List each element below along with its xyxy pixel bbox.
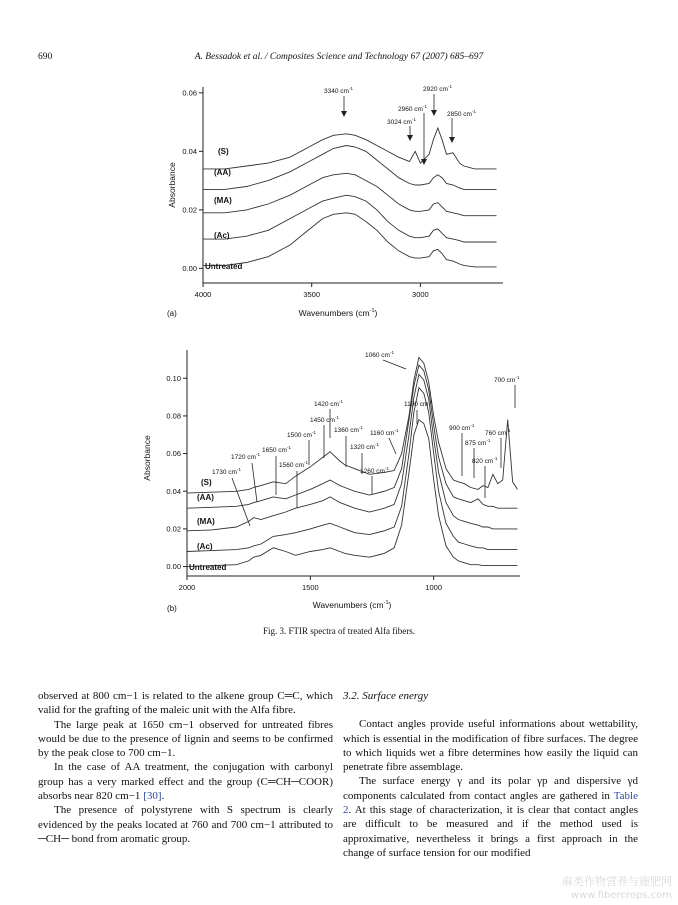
peak-arrow-1160 [389,438,396,454]
x-tick-label: 2000 [178,583,196,592]
x-tick-label: 1000 [425,583,443,592]
sample-label-untreated: Untreated [189,563,227,572]
y-axis-label: Absorbance [142,435,152,481]
peak-arrow-1730 [232,478,250,526]
y-tick-label: 0.06 [166,449,181,459]
figure-3b-traces [187,358,518,567]
sample-label-ma: (MA) [214,196,232,205]
page-number: 690 [38,52,53,62]
series-line-ac [203,195,497,242]
left-text-column [38,689,333,846]
y-tick-label: 0.02 [166,524,181,534]
x-tick-label: 4000 [194,290,212,299]
peak-label-875: 875 $cm^{-1}$ [465,438,491,447]
peak-label-820: 820 $cm^{-1}$ [472,456,498,465]
reference-link-30[interactable]: [30] [143,790,162,803]
x-axis-label-superscript: -1 [369,308,375,314]
peak-arrow-1720 [252,463,257,502]
peak-label-1730: 1730 $cm^{-1}$ [212,467,241,476]
sample-label-s: (S) [201,478,212,487]
paragraph: The large peak at 1650 cm−1 observed for untreated fibres would be due to the presence of lignin and seems to be confirmed by the peak close to 700 cm−1. [38,718,333,760]
y-tick-label: 0.08 [166,411,181,421]
peak-label-760: 760 $cm^{-1}$ [485,428,511,437]
figure-3b-ftir-chart [0,340,678,622]
y-tick-label: 0.02 [182,205,197,215]
series-line-untreated [203,213,497,267]
peak-label-1500: 1500 $cm^{-1}$ [287,430,316,439]
peak-label-1260: 1260 $cm^{-1}$ [360,466,389,475]
series-line-ma [203,173,497,215]
x-tick-label: 1500 [301,583,319,592]
running-header-citation: A. Bessadok et al. / Composites Science and Technology 67 (2007) 685–697 [194,52,484,62]
peak-label-1420: 1420 $cm^{-1}$ [314,399,343,408]
y-axis-label: Absorbance [167,162,177,208]
peak-label-1100: 1100 $cm^{-1}$ [404,399,433,408]
figure-caption: Fig. 3. FTIR spectra of treated Alfa fibers. [263,626,415,636]
peak-label-1560: 1560 $cm^{-1}$ [279,460,308,469]
sample-label-aa: (AA) [197,493,214,502]
peak-label-1060: 1060 $cm^{-1}$ [365,350,394,359]
series-line-aa [203,146,497,190]
peak-label-1160: 1160 $cm^{-1}$ [370,428,399,437]
arrowhead-icon [431,110,437,116]
x-axis-label [299,308,378,318]
sample-label-ac: (Ac) [214,231,230,240]
arrowhead-icon [407,135,413,141]
panel-label-a: (a) [167,309,177,318]
arrowhead-icon [449,137,455,143]
paragraph: In the case of AA treatment, the conjugation with carbonyl group has a very marked effect and the group (C═CH─COOR) absorbs near 820 cm−1 [30]. [38,761,333,803]
series-line-aa [187,365,518,508]
y-tick-label: 0.06 [182,88,197,98]
y-tick-label: 0.04 [182,146,197,156]
sample-label-ac: (Ac) [197,542,213,551]
sample-label-ma: (MA) [197,517,215,526]
x-tick-label: 3500 [303,290,321,299]
x-axis-label-superscript: -1 [383,600,389,606]
watermark-title: 麻类作物营养与施肥网 [562,875,672,888]
x-axis-label [313,600,392,610]
series-line-s [203,128,497,169]
section-heading: 3.2. Surface energy [343,690,429,702]
right-text-column [343,689,638,860]
paragraph: Contact angles provide useful informations about wettability, which is essential in the modification of fibre surfaces. The degree to which liquids wet a fibre determines how easily the liquid can penetrate fibre assemblage. [343,718,638,774]
paragraph: The presence of polystyrene with S spectrum is clearly evidenced by the peaks located at 760 and 700 cm−1 attributed to ─CH─ bond from aromatic group. [38,804,333,845]
peak-label-1320: 1320 $cm^{-1}$ [350,442,379,451]
sample-label-s: (S) [218,147,229,156]
figure-3a-ftir-chart [0,75,678,325]
panel-label-b: (b) [167,604,177,613]
peak-label-1720: 1720 $cm^{-1}$ [231,452,260,461]
peak-label-1450: 1450 $cm^{-1}$ [310,415,339,424]
peak-label-900: 900 $cm^{-1}$ [449,423,475,432]
sample-label-aa: (AA) [214,168,231,177]
x-axis-label-tail: ) [374,308,378,318]
y-tick-label: 0.10 [166,373,181,383]
y-tick-label: 0.04 [166,486,181,496]
table-2-link[interactable]: Table 2 [343,789,638,817]
y-tick-label: 0.00 [182,263,197,273]
peak-label-3340: 3340 $cm^{-1}$ [324,86,353,95]
paragraph: The surface energy γ and its polar γp and dispersive γd components calculated from contact angles are gathered in Table 2. At this stage of characterization, it is clear that contact angles are difficult to be measured and if the method used is approximative, nevertheless it brings a first approach in the change of surface tension for our modified [343,775,638,859]
peak-label-1650: 1650 $cm^{-1}$ [262,445,291,454]
figure-3a-traces [203,128,497,267]
watermark-url: www.fibercrops.com [570,890,672,901]
peak-label-2960: 2960 $cm^{-1}$ [398,104,427,113]
y-tick-label: 0.00 [166,562,181,572]
peak-label-2850: 2850 $cm^{-1}$ [447,109,476,118]
series-line-ma [187,375,518,531]
peak-label-2920: 2920 $cm^{-1}$ [423,84,452,93]
x-tick-label: 3000 [412,290,429,299]
peak-label-700: 700 $cm^{-1}$ [494,375,520,384]
x-axis-label-tail: ) [388,600,392,610]
x-axis-label-main: Wavenumbers (cm [298,308,370,318]
x-axis-label-main: Wavenumbers (cm [312,600,384,610]
arrowhead-icon [341,111,347,117]
sample-label-untreated: Untreated [205,262,243,271]
peak-label-1360: 1360 $cm^{-1}$ [334,425,363,434]
peak-arrow-1060 [383,360,406,369]
paragraph: observed at 800 cm−1 is related to the alkene group C═C, which valid for the grafting of the maleic unit with the Alfa fibre. [38,690,333,717]
peak-label-3024: 3024 $cm^{-1}$ [387,117,416,126]
